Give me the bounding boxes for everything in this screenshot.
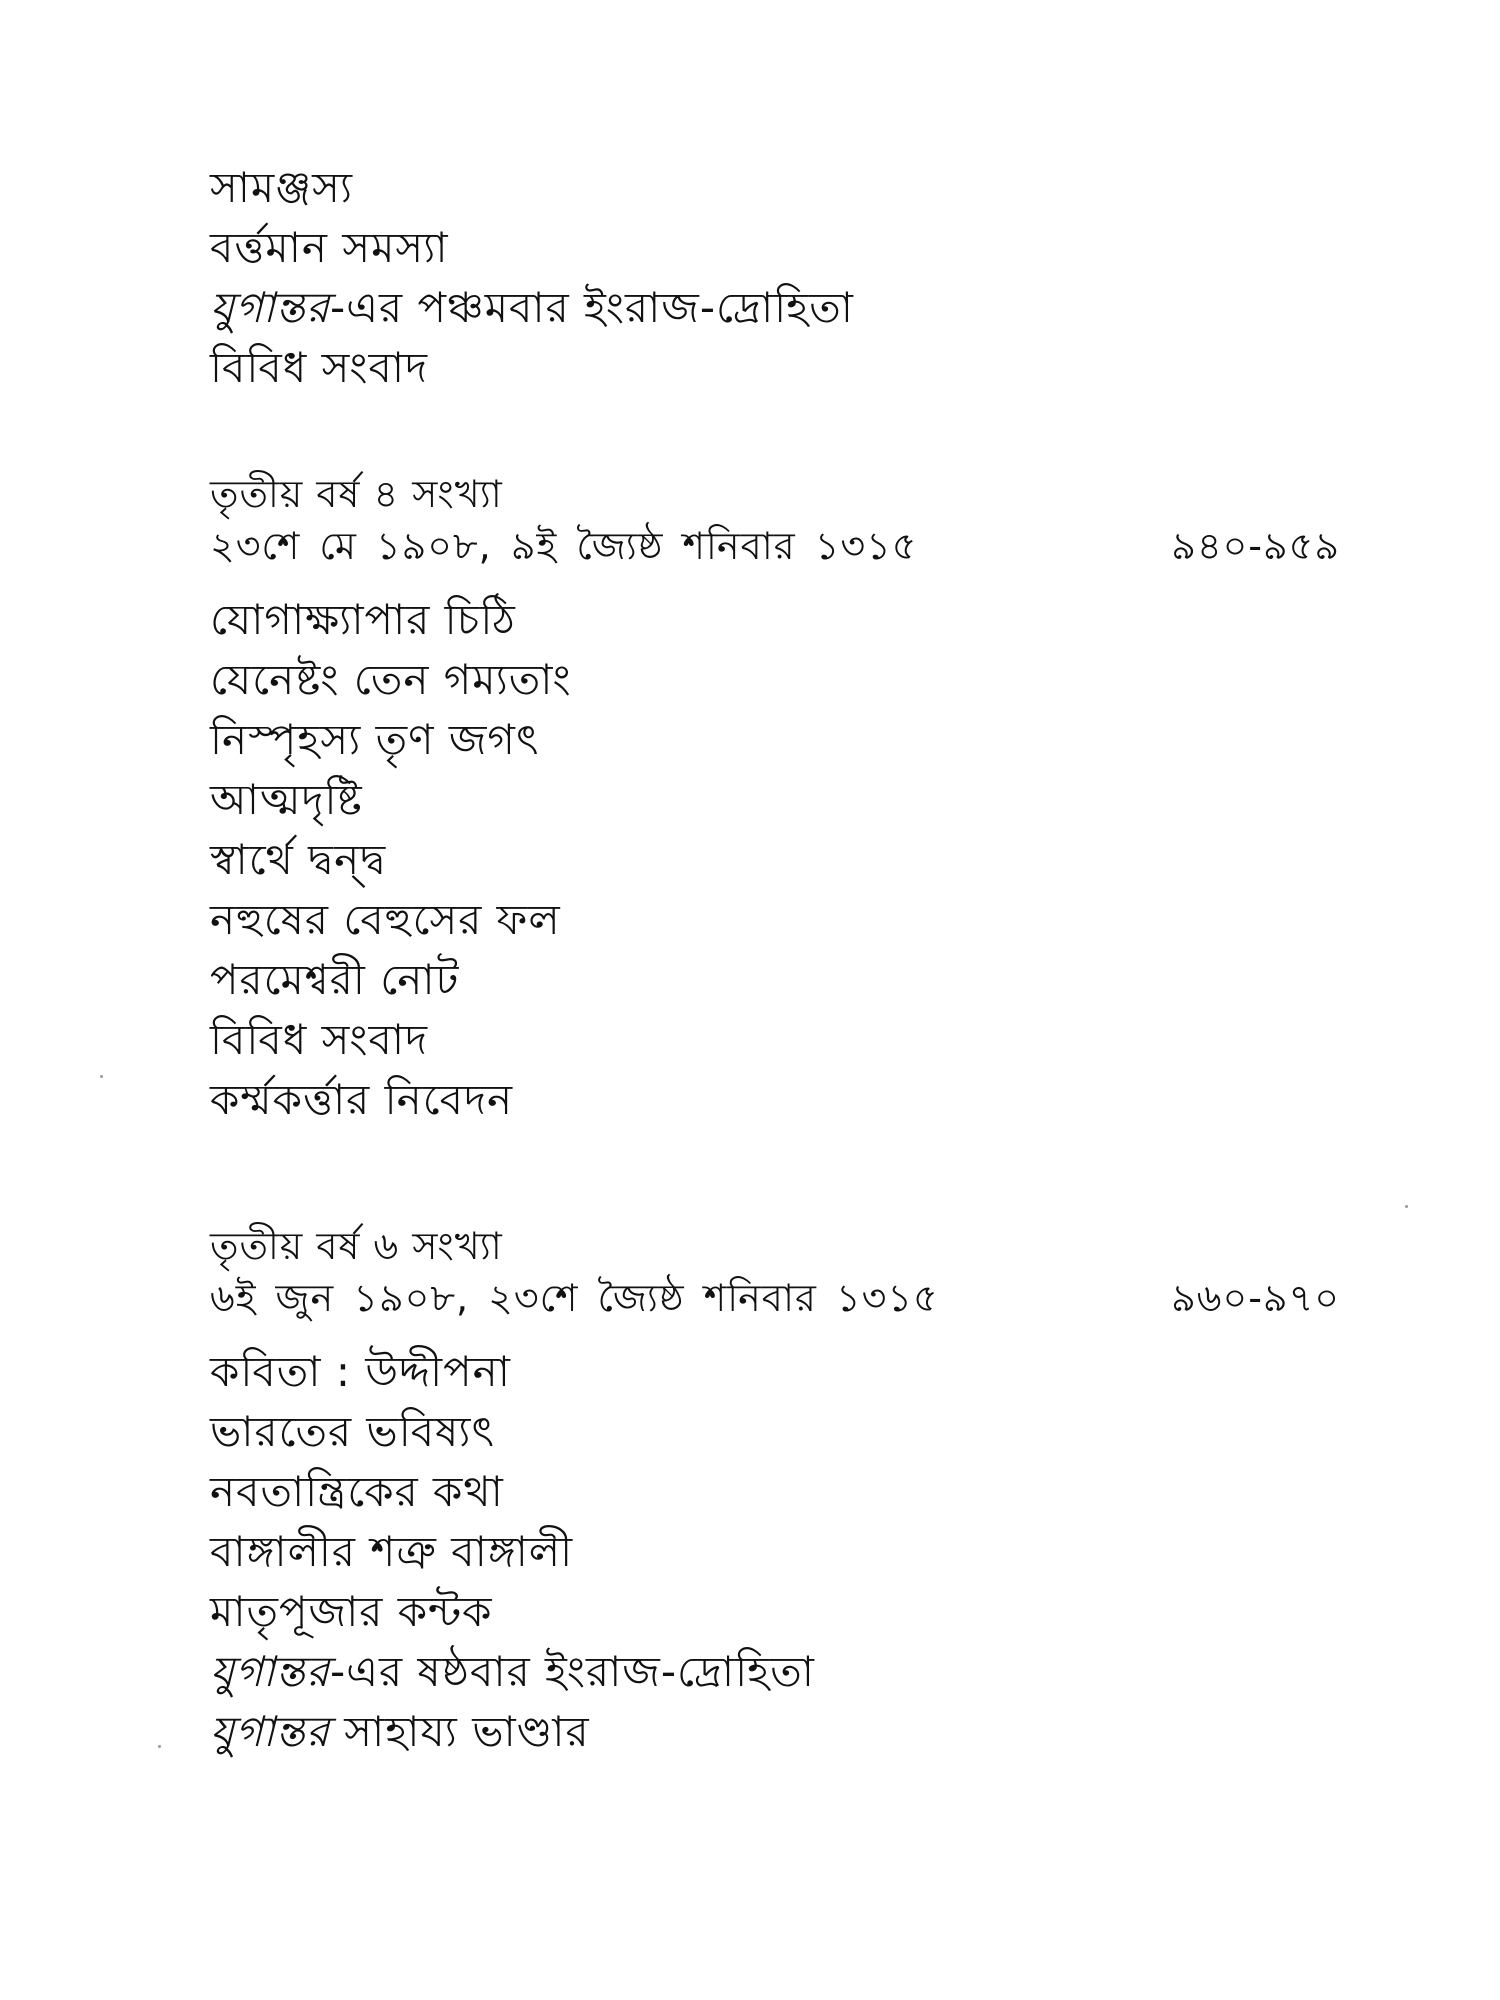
list-item: মাতৃপূজার কন্টক (210, 1587, 493, 1636)
newspaper-name: যুগান্তর (210, 1707, 330, 1756)
issue-date: ৬ই জুন ১৯০৮, ২৩শে জ্যৈষ্ঠ শনিবার ১৩১৫ (210, 1276, 939, 1320)
list-item: বিবিধ সংবাদ (210, 1015, 429, 1064)
issue-header: তৃতীয় বর্ষ ৪ সংখ্যা (210, 472, 503, 516)
issue-date: ২৩শে মে ১৯০৮, ৯ই জ্যৈষ্ঠ শনিবার ১৩১৫ (210, 524, 918, 568)
list-item: যেনেষ্টং তেন গম্যতাং (210, 655, 572, 704)
section-3 (210, 1220, 1340, 1762)
list-item: বিবিধ সংবাদ (210, 343, 429, 392)
page-range: ৯৬০-৯৭০ (1171, 1276, 1340, 1320)
list-item: আত্মদৃষ্টি (210, 775, 363, 824)
newspaper-name: যুগান্তর (210, 1647, 330, 1696)
scan-speck (158, 1745, 161, 1748)
list-item: যোগাক্ষ্যাপার চিঠি (210, 595, 516, 644)
list-item: বাঙ্গালীর শত্রু বাঙ্গালী (210, 1527, 574, 1576)
scan-speck (1405, 1205, 1408, 1208)
list-item: নবতান্ত্রিকের কথা (210, 1467, 504, 1516)
page-range: ৯৪০-৯৫৯ (1171, 524, 1340, 568)
list-item: বৰ্ত্তমান সমস্যা (210, 223, 449, 272)
scan-speck (100, 1075, 103, 1078)
list-item: ভারতের ভবিষ্যৎ (210, 1407, 495, 1456)
issue-date-row (210, 1272, 1340, 1324)
list-item: স্বার্থে দ্বন্দ্ব (210, 835, 387, 884)
list-item: কবিতা : উদ্দীপনা (210, 1347, 511, 1396)
section-1 (210, 158, 1340, 398)
list-item: সামঞ্জস্য (210, 163, 354, 212)
list-item: যুগান্তর-এর ষষ্ঠবার ইংরাজ-দ্রোহিতা (210, 1647, 815, 1696)
section-2 (210, 468, 1340, 1130)
newspaper-name: যুগান্তর (210, 283, 330, 332)
list-item: যুগান্তর সাহায্য ভাণ্ডার (210, 1707, 590, 1756)
issue-date-row (210, 520, 1340, 572)
list-item: যুগান্তর-এর পঞ্চমবার ইংরাজ-দ্রোহিতা (210, 283, 854, 332)
issue-header: তৃতীয় বর্ষ ৬ সংখ্যা (210, 1224, 503, 1268)
list-item: নিস্পৃহস্য তৃণ জগৎ (210, 715, 540, 764)
list-item: পরমেশ্বরী নোট (210, 955, 460, 1004)
list-item: কৰ্ম্মকৰ্ত্তার নিবেদন (210, 1075, 514, 1124)
list-item: নহুষের বেহুসের ফল (210, 895, 561, 944)
